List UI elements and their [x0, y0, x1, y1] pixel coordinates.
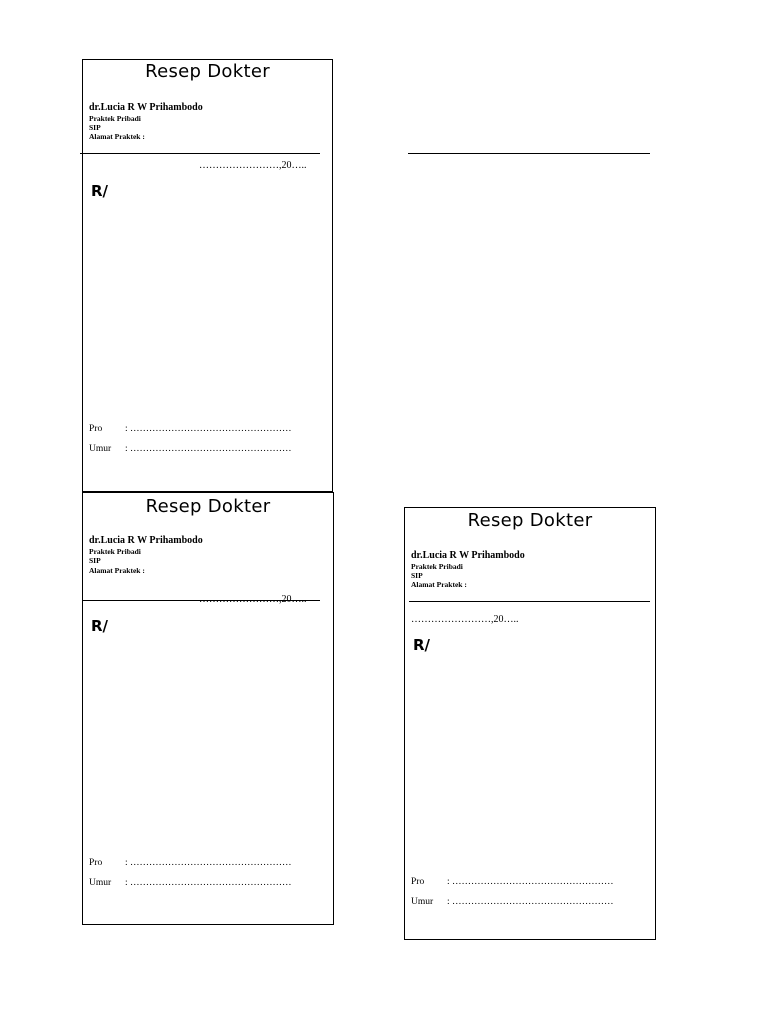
- pro-field: [411, 877, 614, 887]
- address-label: Alamat Praktek :: [89, 566, 145, 575]
- rx-symbol: R/: [413, 636, 431, 654]
- prescription-card-1: [82, 59, 333, 492]
- age-field: [89, 878, 292, 888]
- age-field: [411, 897, 614, 907]
- date-line: ……………………,20…..: [199, 594, 307, 605]
- age-value: : ……………………………………………: [125, 878, 292, 888]
- address-label: Alamat Praktek :: [411, 580, 467, 589]
- pro-label: Pro: [411, 877, 425, 887]
- pro-value: : ……………………………………………: [125, 424, 292, 434]
- age-field: [89, 444, 292, 454]
- age-label: Umur: [411, 897, 434, 907]
- address-label: Alamat Praktek :: [89, 132, 145, 141]
- date-line: ……………………,20…..: [199, 160, 307, 171]
- rx-symbol: R/: [91, 182, 109, 200]
- header-divider: [408, 153, 650, 154]
- age-label: Umur: [89, 444, 112, 454]
- age-value: : ……………………………………………: [125, 444, 292, 454]
- doctor-name: dr.Lucia R W Prihambodo: [89, 102, 203, 113]
- card-title: Resep Dokter: [145, 496, 271, 517]
- doctor-name: dr.Lucia R W Prihambodo: [411, 550, 525, 561]
- practice-label: Praktek Pribadi: [411, 562, 463, 571]
- age-value: : ……………………………………………: [447, 897, 614, 907]
- pro-label: Pro: [89, 424, 103, 434]
- practice-label: Praktek Pribadi: [89, 547, 141, 556]
- pro-value: : ……………………………………………: [447, 877, 614, 887]
- doctor-name: dr.Lucia R W Prihambodo: [89, 535, 203, 546]
- age-label: Umur: [89, 878, 112, 888]
- pro-label: Pro: [89, 858, 103, 868]
- prescription-card-3: [404, 507, 656, 940]
- rx-symbol: R/: [91, 617, 109, 635]
- header-divider: [409, 601, 650, 602]
- header-divider: [82, 600, 320, 601]
- practice-label: Praktek Pribadi: [89, 114, 141, 123]
- header-divider: [80, 153, 320, 154]
- sip-label: SIP: [89, 123, 101, 132]
- sip-label: SIP: [411, 571, 423, 580]
- date-line: ……………………,20…..: [411, 614, 519, 625]
- pro-field: [89, 424, 292, 434]
- card-title: Resep Dokter: [145, 61, 270, 82]
- prescription-card-2: [82, 492, 334, 925]
- sip-label: SIP: [89, 556, 101, 565]
- card-title: Resep Dokter: [467, 510, 593, 531]
- pro-value: : ……………………………………………: [125, 858, 292, 868]
- pro-field: [89, 858, 292, 868]
